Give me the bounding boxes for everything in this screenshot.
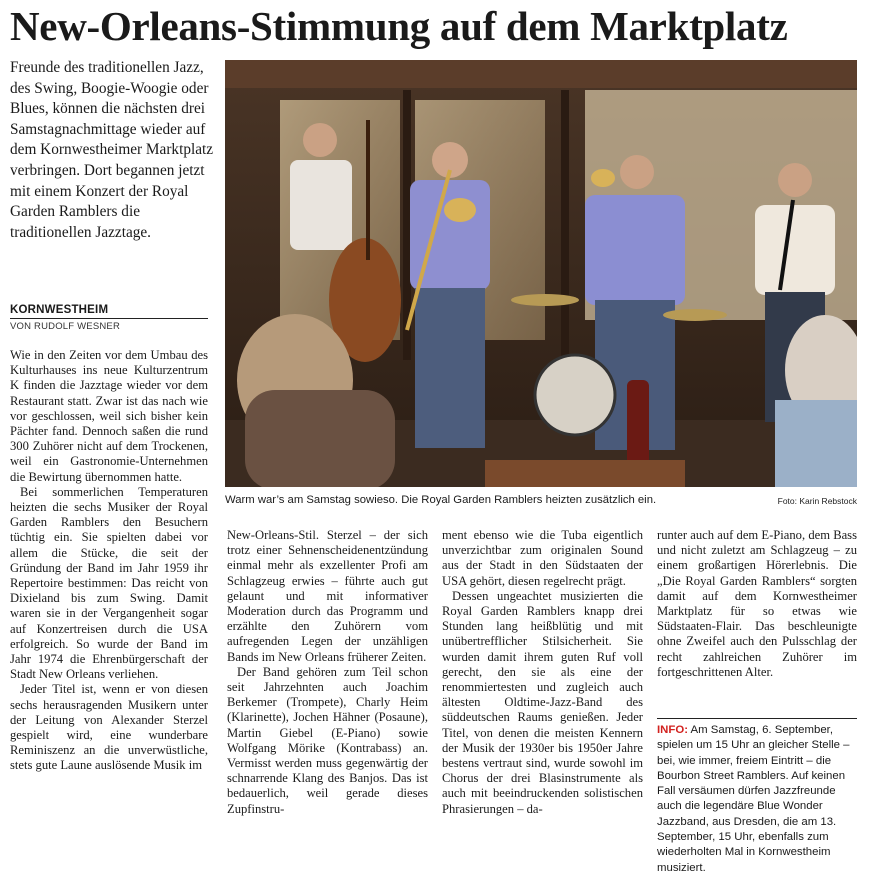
info-text: Am Samstag, 6. September, spielen um 15 Uhr an gleicher Stelle – bei, wie immer, freiem Eintritt – die Bourbon Street Ramblers. Auf keinen Fall versäumen dürfen Jazzfreunde auch die legendäre Blue Wonder Jazzband, aus Dresden, die am 13. September, 15 Uhr, ebenfalls zum wiederholten Mal in Kornwestheim musiziert. — [657, 724, 850, 874]
author-byline: VON RUDOLF WESNER — [10, 321, 121, 332]
headline: New-Orleans-Stimmung auf dem Marktplatz — [10, 3, 788, 49]
band-photo — [225, 60, 857, 487]
article-column-1 — [10, 348, 208, 774]
info-box — [657, 718, 857, 876]
photo-credit: Foto: Karin Rebstock — [777, 496, 857, 506]
article-column-3 — [442, 528, 643, 817]
article-paragraph: Wie in den Zeiten vor dem Umbau des Kulturhauses ins neue Kulturzentrum K finden die Jazztage wieder vor dem Restaurant statt. Zwar ist das nach wie vor geschlossen, weil sich bisher kein Pächter fand. Dennoch saßen die rund 300 Zuhörer nicht auf dem Trockenen, weil ein Gastronomie-Unternehmen die Bewirtung übernommen hatte. — [10, 348, 208, 484]
dateline: KORNWESTHEIM — [10, 304, 208, 319]
lead-paragraph: Freunde des traditionellen Jazz, des Swing, Boogie-Woogie oder Blues, können die nächsten drei Samstagnachmittage wieder auf dem Kornwestheimer Marktplatz verbringen. Dort begannen jetzt mit einem Konzert der Royal Garden Ramblers die traditionellen Jazztage. — [10, 59, 214, 241]
article-paragraph: Dessen ungeachtet musizierten die Royal Garden Ramblers knapp drei Stunden lang heißblütig und mit unübertrefflicher Stilsicherheit. Sie wurden damit ihrem guten Ruf voll gerecht, den sie als eine der renommiertesten und zugleich auch ältesten Oldtime-Jazz-Band des süddeutschen Raums genießen. Jeder Titel, von denen die meisten Kennern der Musik der 1930er bis 1950er Jahre bestens vertraut sind, wurde sowohl im Chorus der drei Blasinstrumente als auch mit beeindruckenden solistischen Phrasierungen – da- — [442, 588, 643, 816]
photo-caption: Warm war’s am Samstag sowieso. Die Royal Garden Ramblers heizten zusätzlich ein. — [225, 494, 657, 506]
article-paragraph: Bei sommerlichen Temperaturen heizten die sechs Musiker der Royal Garden Ramblers den Besuchern tüchtig ein. Sie spielten dabei vor allem die Stücke, die seit der Gründung der Band im Jahr 1959 ihr Repertoire bestimmen: Das reicht von Dixieland bis zum Swing. Damit waren sie in der Vergangenheit sogar auf Konzertreisen durch die USA erfolgreich. So wurde der Band im Jahr 1974 die Ehrenbürgerschaft der Stadt New Orleans verliehen. — [10, 484, 208, 682]
article-paragraph: Jeder Titel ist, wenn er von diesen sechs herausragenden Musikern unter der Leitung von Alexander Sterzel gespielt wird, eine wunderbare Reminiszenz an die unverwüstliche, stets gute Laune auslösende Musik im — [10, 682, 208, 773]
article-paragraph: ment ebenso wie die Tuba eigentlich unverzichtbar zum originalen Sound aus der Stadt in den Südstaaten der USA gehört, diesen regelrecht prägt. — [442, 528, 643, 588]
band-photo-illustration — [225, 60, 857, 487]
info-label: INFO: — [657, 724, 689, 736]
article-paragraph: Der Band gehören zum Teil schon seit Jahrzehnten auch Joachim Berkemer (Trompete), Charly Heim (Klarinette), Jochen Hähner (Posaune), Martin Giebel (E-Piano) sowie Wolfgang Mörike (Kontrabass) an. Vermisst werden muss gegenwärtig der schnarrende Klang des Banjos. Das ist bedauerlich, weil gerade dieses Zupfinstru- — [227, 664, 428, 816]
article-column-2 — [227, 528, 428, 817]
article-paragraph: runter auch auf dem E-Piano, dem Bass und nicht zuletzt am Schlagzeug – zu einem großartigen Hörerlebnis. Die „Die Royal Garden Ramblers“ sorgten damit auf dem Kornwestheimer Marktplatz für so etwas wie Südstaaten-Flair. Das beschleunigte ohne Zweifel auch den Pulsschlag der recht zahlreichen Zuhörer im fortgeschrittenen Alter. — [657, 528, 857, 679]
article-paragraph: New-Orleans-Stil. Sterzel – der sich trotz einer Sehnenscheidenentzündung einmal mehr als exzellenter Profi am Schlagzeug erwies – führte auch gut gelaunt und mit informativer Moderation durch das Programm und erzählte den Zuhörern vom aufregenden Legen der unzähligen Bands im New Orleans früherer Zeiten. — [227, 528, 428, 664]
article-column-4 — [657, 528, 857, 680]
